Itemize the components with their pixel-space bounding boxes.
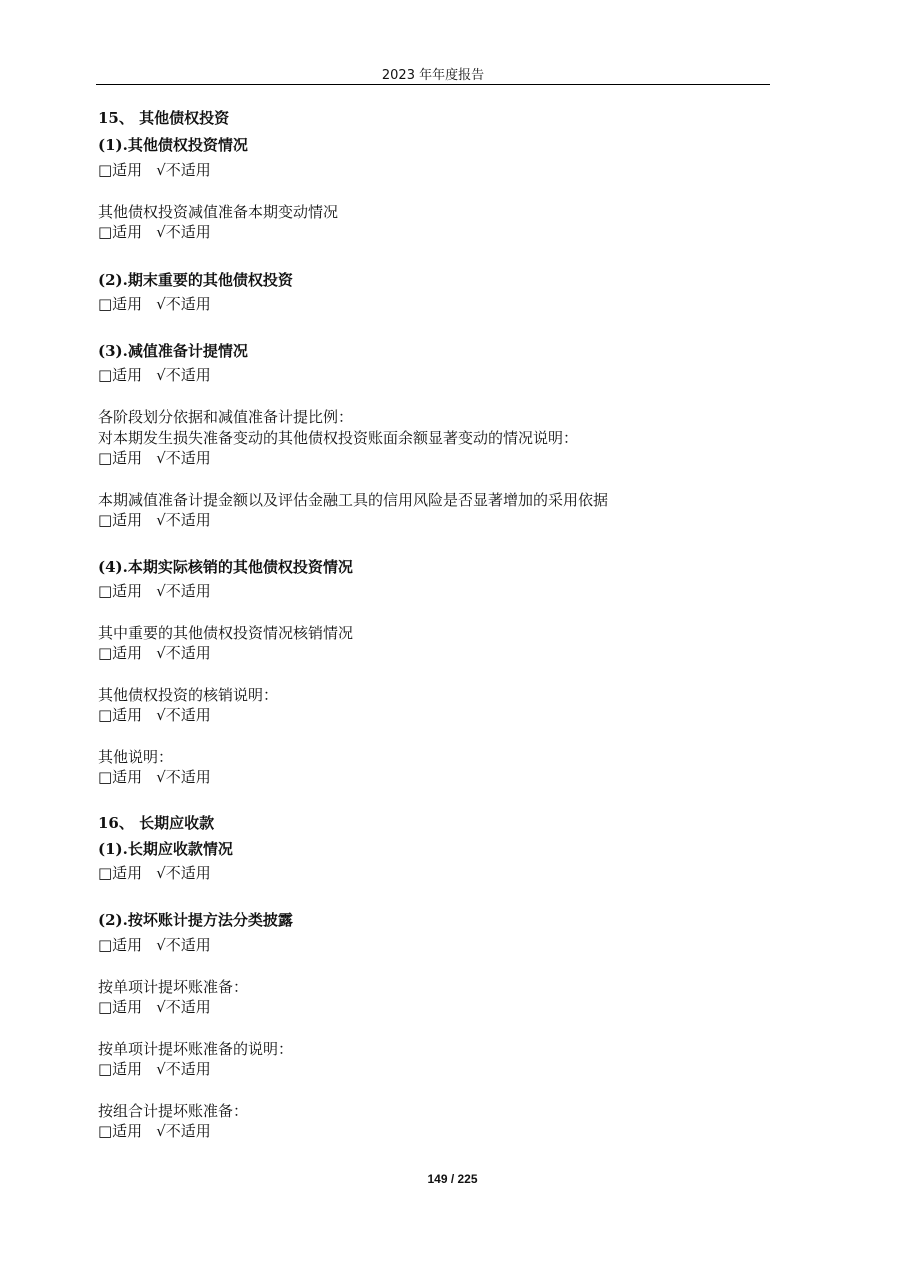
option-not-applicable: √不适用 bbox=[156, 366, 211, 384]
option-applicable: □适用 bbox=[98, 768, 143, 786]
subsection-heading: (2).期末重要的其他债权投资 bbox=[98, 271, 293, 289]
applicability-options bbox=[98, 935, 211, 955]
subsection-heading: (2).按坏账计提方法分类披露 bbox=[98, 911, 293, 929]
option-applicable: □适用 bbox=[98, 223, 143, 241]
option-applicable: □适用 bbox=[98, 864, 143, 882]
option-not-applicable: √不适用 bbox=[156, 998, 211, 1016]
body-text: 其中重要的其他债权投资情况核销情况 bbox=[98, 624, 354, 642]
subsection-heading: (3).减值准备计提情况 bbox=[98, 342, 248, 360]
option-applicable: □适用 bbox=[98, 366, 143, 384]
option-applicable: □适用 bbox=[98, 706, 143, 724]
applicability-options bbox=[98, 448, 211, 468]
subsection-heading: (4).本期实际核销的其他债权投资情况 bbox=[98, 558, 353, 576]
applicability-options bbox=[98, 1121, 211, 1141]
header-rule bbox=[96, 84, 770, 85]
option-not-applicable: √不适用 bbox=[156, 582, 211, 600]
applicability-options bbox=[98, 863, 211, 883]
option-not-applicable: √不适用 bbox=[156, 449, 211, 467]
page-number: 149 / 225 bbox=[427, 1172, 478, 1186]
option-applicable: □适用 bbox=[98, 161, 143, 179]
option-not-applicable: √不适用 bbox=[156, 223, 211, 241]
section-title: 15、 其他债权投资 bbox=[98, 109, 230, 127]
option-applicable: □适用 bbox=[98, 1060, 143, 1078]
option-not-applicable: √不适用 bbox=[156, 936, 211, 954]
option-not-applicable: √不适用 bbox=[156, 1060, 211, 1078]
subsection-heading: (1).其他债权投资情况 bbox=[98, 136, 248, 154]
option-applicable: □适用 bbox=[98, 295, 143, 313]
section-title: 16、 长期应收款 bbox=[98, 814, 215, 832]
body-text: 按单项计提坏账准备的说明： bbox=[98, 1040, 294, 1058]
option-not-applicable: √不适用 bbox=[156, 768, 211, 786]
option-applicable: □适用 bbox=[98, 644, 143, 662]
applicability-options bbox=[98, 643, 211, 663]
option-applicable: □适用 bbox=[98, 998, 143, 1016]
subsection-heading: (1).长期应收款情况 bbox=[98, 840, 233, 858]
option-not-applicable: √不适用 bbox=[156, 1122, 211, 1140]
applicability-options bbox=[98, 997, 211, 1017]
option-applicable: □适用 bbox=[98, 1122, 143, 1140]
applicability-options bbox=[98, 510, 211, 530]
applicability-options bbox=[98, 767, 211, 787]
applicability-options bbox=[98, 705, 211, 725]
body-text: 对本期发生损失准备变动的其他债权投资账面余额显著变动的情况说明： bbox=[98, 429, 579, 447]
option-not-applicable: √不适用 bbox=[156, 161, 211, 179]
applicability-options bbox=[98, 1059, 211, 1079]
option-not-applicable: √不适用 bbox=[156, 706, 211, 724]
applicability-options bbox=[98, 365, 211, 385]
option-applicable: □适用 bbox=[98, 511, 143, 529]
body-text: 本期减值准备计提金额以及评估金融工具的信用风险是否显著增加的采用依据 bbox=[98, 491, 609, 509]
body-text: 其他说明： bbox=[98, 748, 174, 766]
page-header-title: 2023 年年度报告 bbox=[381, 68, 485, 83]
applicability-options bbox=[98, 160, 211, 180]
option-not-applicable: √不适用 bbox=[156, 644, 211, 662]
option-applicable: □适用 bbox=[98, 582, 143, 600]
body-text: 其他债权投资减值准备本期变动情况 bbox=[98, 203, 339, 221]
option-applicable: □适用 bbox=[98, 449, 143, 467]
option-applicable: □适用 bbox=[98, 936, 143, 954]
applicability-options bbox=[98, 581, 211, 601]
body-text: 各阶段划分依据和减值准备计提比例： bbox=[98, 408, 354, 426]
body-text: 按组合计提坏账准备： bbox=[98, 1102, 249, 1120]
body-text: 其他债权投资的核销说明： bbox=[98, 686, 279, 704]
option-not-applicable: √不适用 bbox=[156, 295, 211, 313]
applicability-options bbox=[98, 294, 211, 314]
body-text: 按单项计提坏账准备： bbox=[98, 978, 249, 996]
option-not-applicable: √不适用 bbox=[156, 864, 211, 882]
applicability-options bbox=[98, 222, 211, 242]
option-not-applicable: √不适用 bbox=[156, 511, 211, 529]
